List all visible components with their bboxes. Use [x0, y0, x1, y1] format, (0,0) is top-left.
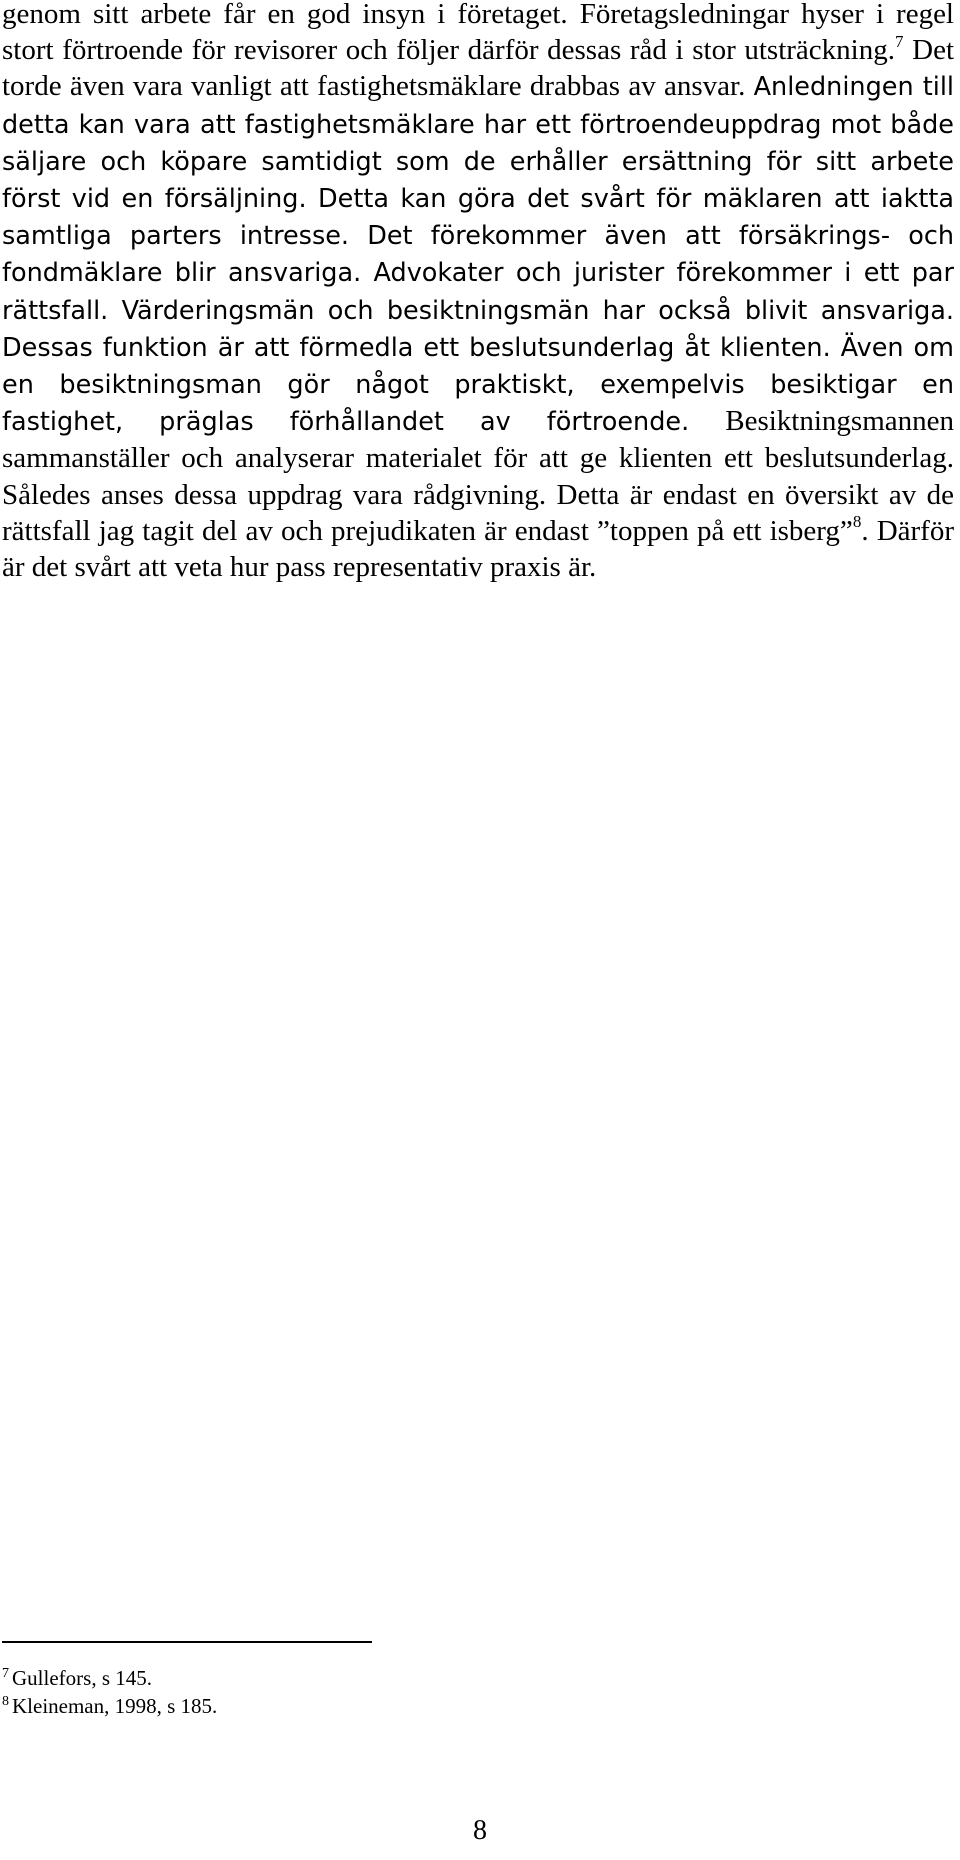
footnote-reference: 7: [895, 31, 904, 51]
footnote-text: Gullefors, s 145.: [12, 1666, 152, 1690]
body-text-segment: Anledningen till detta kan vara att fastighetsmäklare har ett förtroendeuppdrag mot både säljare och köpare samtidigt som de erhåller ersättning för sitt arbete först vid en försäljning. Detta kan göra det svårt för mäklaren att iaktta samtliga parters intresse. Det förekommer även att försäkrings- och fondmäklare blir ansvariga. Advokater och jurister förekommer i ett par rättsfall. Värderingsmän och besiktningsmän har också blivit ansvariga. Dessas funktion är att förmedla ett beslutsunderlag åt klienten. Även om en besiktningsman gör något praktiskt, exempelvis besiktigar en fastighet, präglas förhållandet av förtroende.: [2, 72, 954, 438]
footnote-text: Kleineman, 1998, s 185.: [12, 1694, 218, 1718]
footnote-reference: 8: [852, 512, 862, 532]
footnote-number: 8: [2, 1694, 9, 1709]
footnote-separator: [2, 1641, 372, 1643]
footnote-item: [2, 1692, 602, 1720]
body-paragraph: [2, 0, 954, 585]
footnote-item: [2, 1664, 602, 1692]
page-number: 8: [473, 1815, 487, 1846]
body-text-segment: . Därför är det svårt att veta hur pass representativ praxis är.: [2, 514, 954, 584]
body-text-segment: genom sitt arbete får en god insyn i företaget. Företagsledningar hyser i regel stort förtroende för revisorer och följer därför dessas råd i stor utsträckning.: [2, 0, 954, 67]
body-text-segment: Besiktningsmannen sammanställer och analyserar materialet för att ge klienten ett beslutsunderlag. Således anses dessa uppdrag vara rådgivning. Detta är endast en översikt av de rättsfall jag tagit del av och prejudikaten är endast ”toppen på ett isberg”: [2, 405, 954, 547]
footnotes-list: [2, 1664, 602, 1720]
footnote-number: 7: [2, 1666, 9, 1681]
body-text-segment: Det torde även vara vanligt att fastighetsmäklare drabbas av ansvar.: [2, 34, 955, 103]
